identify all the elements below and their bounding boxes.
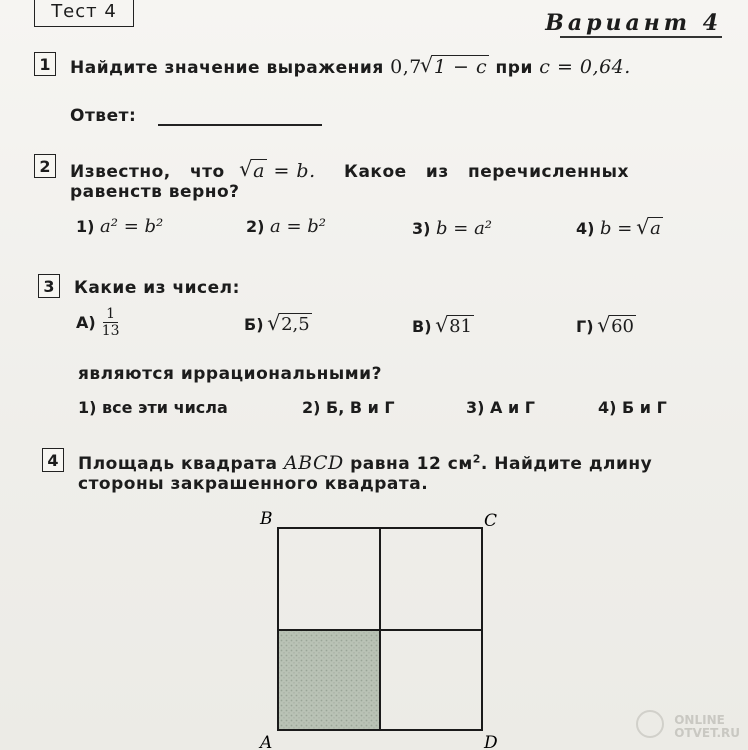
- q2-line1-end: Какое из перечисленных: [344, 162, 629, 182]
- question-number-4: 4: [42, 448, 64, 472]
- q3-answer-3[interactable]: 3) А и Г: [466, 398, 535, 417]
- watermark-bulb-icon: [636, 710, 664, 738]
- answer-input-line[interactable]: [158, 124, 322, 126]
- q3-choice-d-label: Г): [576, 317, 594, 336]
- question-4-line2: стороны закрашенного квадрата.: [78, 474, 429, 494]
- q1-radicand: 1 − c: [433, 56, 488, 78]
- q1-sqrt: [422, 56, 489, 78]
- q3-choice-a-label: А): [76, 313, 96, 332]
- question-number-2: 2: [34, 154, 56, 178]
- q3-choice-c: [412, 316, 474, 337]
- q4-line1-mid: равна 12 см: [343, 454, 473, 474]
- q2-option-1-label: 1): [76, 217, 95, 236]
- q1-text-before: Найдите значение выражения: [70, 58, 384, 78]
- q2-given-radicand: a: [253, 160, 265, 182]
- q4-unit-exponent: 2: [472, 452, 481, 466]
- vertex-label-c: C: [484, 511, 498, 531]
- q2-option-1[interactable]: [76, 216, 163, 237]
- q2-option-1-math: a² = b²: [100, 216, 164, 237]
- q2-given-sqrt: [241, 160, 267, 182]
- watermark: [674, 714, 740, 740]
- watermark-line2: OTVET.RU: [674, 726, 740, 740]
- q4-line1-end: . Найдите длину: [480, 454, 653, 474]
- q3-choice-b: [244, 314, 312, 335]
- variant-label: Вариант 4: [545, 10, 722, 36]
- watermark-line1: ONLINE: [674, 713, 725, 727]
- q3-choice-b-sqrt: [269, 314, 312, 335]
- q2-option-3-label: 3): [412, 219, 431, 238]
- q3-choice-c-radicand: 81: [449, 316, 472, 337]
- q2-option-4[interactable]: [576, 218, 663, 239]
- question-number-1: 1: [34, 52, 56, 76]
- q3-choice-d-sqrt: [599, 316, 636, 337]
- q3-choice-c-label: В): [412, 317, 432, 336]
- q1-text-mid: при: [495, 58, 533, 78]
- q2-option-4-label: 4): [576, 219, 595, 238]
- q2-line1-start: Известно, что: [70, 162, 225, 182]
- q2-option-4-radicand: a: [650, 218, 661, 239]
- vertex-label-b: B: [260, 509, 273, 529]
- q3-choice-d: [576, 316, 636, 337]
- q2-option-2-math: a = b²: [270, 216, 327, 237]
- q3-answer-2[interactable]: 2) Б, В и Г: [302, 398, 395, 417]
- q1-coef: 0,7: [390, 56, 422, 78]
- question-1-text: [70, 56, 631, 78]
- q3-fraction-numerator: 1: [103, 306, 118, 323]
- vertex-label-a: A: [260, 733, 273, 750]
- q2-option-4-sqrt: [638, 218, 663, 239]
- q3-answer-4[interactable]: 4) Б и Г: [598, 398, 667, 417]
- q2-option-3-math: b = a²: [436, 218, 493, 239]
- q3-choice-a: [76, 306, 120, 339]
- q3-choice-b-radicand: 2,5: [281, 314, 310, 335]
- q3-choice-c-sqrt: [437, 316, 474, 337]
- q2-option-3[interactable]: [412, 218, 492, 239]
- q3-answer-1[interactable]: 1) все эти числа: [78, 398, 228, 417]
- q2-option-2-label: 2): [246, 217, 265, 236]
- question-3-text: Какие из чисел:: [74, 278, 240, 298]
- answer-label: Ответ:: [70, 106, 137, 126]
- q2-given-rest: = b.: [266, 160, 316, 182]
- q2-given: [241, 160, 316, 182]
- question-2-line2: равенств верно?: [70, 182, 240, 202]
- question-2-line1: [70, 160, 720, 182]
- q1-condition: c = 0,64.: [539, 56, 631, 78]
- test-label: Тест 4: [34, 0, 134, 27]
- variant-underline: [560, 36, 722, 38]
- q3-choice-a-fraction: [102, 306, 120, 339]
- shaded-square: [278, 630, 380, 730]
- question-number-3: 3: [38, 274, 60, 298]
- vertex-label-d: D: [484, 733, 498, 750]
- q3-choice-b-label: Б): [244, 315, 264, 334]
- square-figure: [250, 504, 510, 750]
- q2-option-4-prefix: b =: [600, 218, 639, 239]
- q4-line1-start: Площадь квадрата: [78, 454, 284, 474]
- q1-expression: [390, 56, 489, 78]
- q2-option-2[interactable]: [246, 216, 326, 237]
- question-3-tail: являются иррациональными?: [78, 364, 382, 384]
- q3-fraction-denominator: 13: [101, 323, 120, 339]
- q3-choice-d-radicand: 60: [611, 316, 634, 337]
- question-4-line1: [78, 452, 652, 474]
- q4-square-name: ABCD: [283, 452, 344, 474]
